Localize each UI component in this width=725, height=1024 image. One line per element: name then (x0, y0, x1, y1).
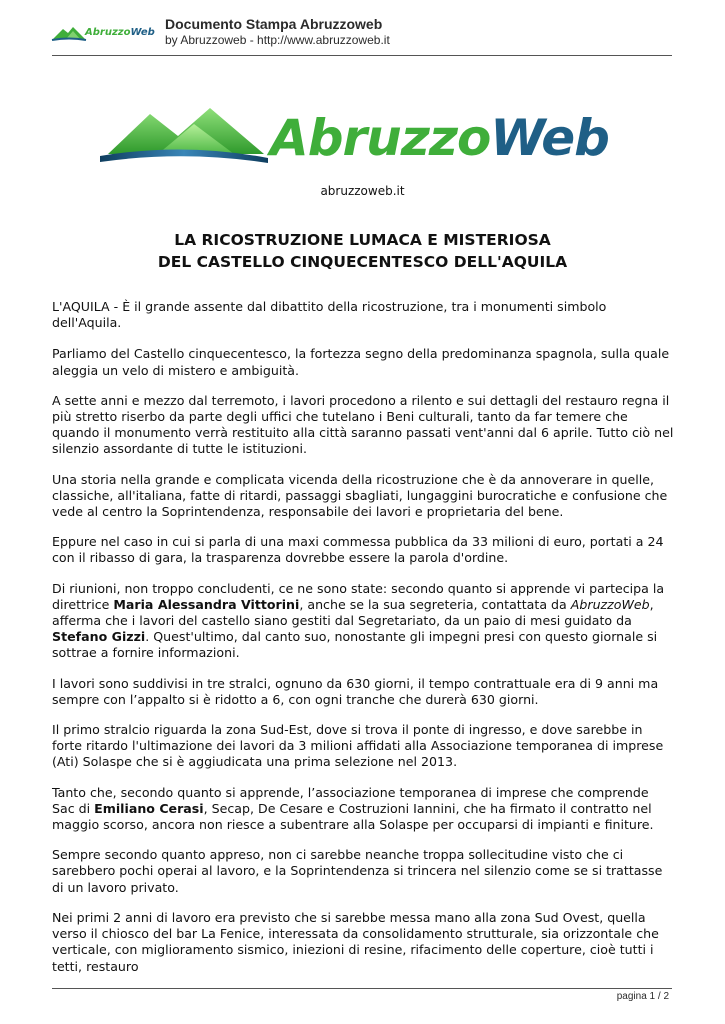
paragraph: Nei primi 2 anni di lavoro era previsto che si sarebbe messa mano alla zona Sud Ovest, quella verso il chiosco del bar La Fenice, interessata da consolidamento strutturale, sia orizzontale che verticale, con miglioramento sismico, iniezioni di resine, rifacimento delle coperture, cioè tutti i tetti, restauro (52, 909, 659, 974)
publication-name: AbruzzoWeb (570, 596, 650, 612)
document-byline: by Abruzzoweb - http://www.abruzzoweb.it (165, 33, 390, 47)
article-title-line-1: LA RICOSTRUZIONE LUMACA E MISTERIOSA (174, 231, 551, 249)
paragraph: A sette anni e mezzo dal terremoto, i lavori procedono a rilento e sui dettagli del restauro regna il più stretto riserbo da parte degli uffici che tutelano i Beni culturali, tanto da far temere che quando il monumento verrà restituito alla città saranno passati vent'anni dal 6 aprile. Tutto ciò nel silenzio assordante di tutte le istituzioni. (52, 392, 674, 457)
paragraph: Sempre secondo quanto appreso, non ci sarebbe neanche troppa sollecitudine visto che ci sarebbero pochi operai al lavoro, e la Soprintendenza si trincera nel silenzio come se si trattasse di un lavoro privato. (52, 847, 663, 895)
paragraph: Eppure nel caso in cui si parla di una maxi commessa pubblica da 33 milioni di euro, portati a 24 con il ribasso di gara, la trasparenza dovrebbe essere la parola d'ordine. (52, 534, 664, 566)
header-logo (52, 24, 155, 44)
text-run: Tanto che, secondo quanto si apprende, l’associazione temporanea di imprese che comprende Sac di (52, 784, 649, 816)
text-run: , Secap, De Cesare e Costruzioni Iannini, che ha firmato il contratto nel maggio scorso, ancora non riesce a subentrare alla Solaspe per occuparsi di impianti e finiture. (52, 800, 654, 833)
text-run: Di riunioni, non troppo concludenti, ce ne sono state: secondo quanto si apprende vi partecipa la direttrice (52, 580, 665, 612)
paragraph: Il primo stralcio riguarda la zona Sud-Est, dove si trova il ponte di ingresso, e dove sarebbe in forte ritardo l'ultimazione dei lavori da 3 milioni affidati alla Associazione temporanea di imprese (Ati) Solaspe che si è aggiudicata una prima selezione nel 2013. (52, 722, 664, 770)
paragraph (52, 581, 674, 662)
paragraph: Parliamo del Castello cinquecentesco, la fortezza segno della predominanza spagnola, sulla quale aleggia un velo di mistero e ambiguità. (52, 346, 670, 378)
person-name: Stefano Gizzi (52, 629, 146, 645)
person-name: Emiliano Cerasi (94, 800, 204, 816)
brand-logo (98, 102, 609, 174)
document-title: Documento Stampa Abruzzoweb (165, 16, 383, 32)
header-logo-text: AbruzzoWeb (85, 27, 155, 38)
paragraph: L'AQUILA - È il grande assente dal dibattito della ricostruzione, tra i monumenti simbolo dell'Aquila. (52, 299, 607, 331)
mountain-logo-icon (52, 24, 86, 44)
paragraph: Una storia nella grande e complicata vicenda della ricostruzione che è da annoverare in quelle, classiche, all'italiana, fatte di ritardi, passaggi sbagliati, lungaggini burocratiche e confusione che vede al centro la Soprintendenza, responsabile dei lavori e proprietaria del bene. (52, 471, 668, 520)
site-name: abruzzoweb.it (320, 184, 405, 198)
article-title (0, 229, 725, 273)
article-body (52, 299, 674, 974)
text-run: , afferma che i lavori del castello siano gestiti dal Segretariato, da un paio di mesi guidato da (52, 596, 654, 629)
mountain-logo-icon (98, 102, 270, 174)
brand-logo-text: AbruzzoWeb (270, 109, 609, 167)
text-run: , anche se la sua segreteria, contattata da (299, 596, 571, 612)
print-header (52, 14, 672, 54)
person-name: Maria Alessandra Vittorini (113, 596, 300, 612)
footer-divider (52, 988, 672, 989)
text-run: . Quest'ultimo, dal canto suo, nonostante gli impegni presi con questo giornale si sottrae a fornire informazioni. (52, 629, 658, 661)
header-divider (52, 55, 672, 56)
page-number: pagina 1 / 2 (616, 991, 669, 1002)
article-title-line-2: DEL CASTELLO CINQUECENTESCO DELL'AQUILA (157, 253, 568, 271)
paragraph (52, 785, 674, 834)
paragraph: I lavori sono suddivisi in tre stralci, ognuno da 630 giorni, il tempo contrattuale era di 9 anni ma sempre con l’appalto si è ridotto a 6, con ogni tranche che durerà 630 giorni. (52, 675, 659, 707)
